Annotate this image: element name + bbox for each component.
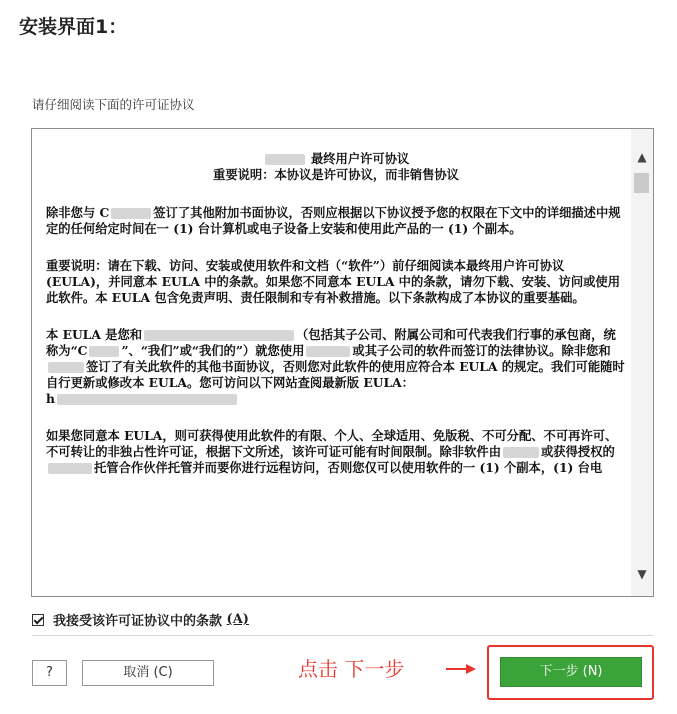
license-paragraph-4: 如果您同意本 EULA，则可获得使用此软件的有限、个人、全球适用、免版税、不可分配、不可再许可、不可转让的非独占性许可证，根据下文所述，该许可证可能有时间限制。除非软件由 或获得授权的托管合作伙伴托管并而要你进行远程访问，否则您仅可以使用软件的一 (1) 个副本，(1) 台电	[46, 428, 618, 475]
license-scrollbar[interactable]	[631, 129, 653, 596]
divider	[32, 635, 654, 636]
page-heading: 安装界面1：	[19, 16, 128, 38]
accept-shortcut: (A)	[226, 612, 249, 627]
redacted-text	[57, 394, 237, 405]
scroll-down-icon[interactable]: ▼	[637, 567, 647, 581]
redacted-text	[503, 447, 539, 458]
redacted-text	[111, 208, 151, 219]
redacted-text	[144, 330, 294, 341]
license-paragraph-1: 除非您与 C 签订了其他附加书面协议，否则应根据以下协议授予您的权限在下文中的详细描述中规定的任何给定时间在一 (1) 台计算机或电子设备上安装和使用此产品的一 (1) 个副本。	[46, 205, 621, 236]
cancel-button[interactable]: 取消 (C)	[82, 660, 214, 686]
scroll-thumb[interactable]	[634, 173, 649, 193]
redacted-text	[48, 362, 84, 373]
redacted-text	[89, 346, 119, 357]
annotation-label: 点击 下一步	[298, 657, 405, 681]
license-instruction: 请仔细阅读下面的许可证协议	[32, 97, 195, 112]
scroll-up-icon[interactable]: ▲	[637, 150, 647, 164]
license-title: 最终用户许可协议	[46, 151, 626, 167]
accept-label: 我接受该许可证协议中的条款	[53, 614, 223, 629]
next-button[interactable]: 下一步 (N)	[500, 657, 642, 687]
accept-checkbox[interactable]	[32, 614, 44, 626]
license-subtitle: 重要说明：本协议是许可协议，而非销售协议	[213, 167, 459, 182]
license-paragraph-3: 本 EULA 是您和 （包括其子公司、附属公司和可代表我们行事的承包商，统称为“C ”、“我们”或“我们的”）就您使用 或其子公司的软件而签订的法律协议。除非您和签订了有关此软件的其他书面协议，否则您对此软件的使用应符合本 EULA 的规定。我们可能随时自行更新或修改本 EULA。您可访问以下网站查阅最新版 EULA： h	[46, 327, 625, 406]
help-button[interactable]: ?	[32, 660, 67, 686]
license-paragraph-2: 重要说明：请在下载、访问、安装或使用软件和文档（“软件”）前仔细阅读本最终用户许可协议 (EULA)，并同意本 EULA 中的条款。如果您不同意本 EULA 中的条款，请勿下载、安装、访问或使用此软件。本 EULA 包含免责声明、责任限制和专有补救措施。以下条款构成了本协议的重要基础。	[46, 258, 621, 305]
redacted-text	[306, 346, 350, 357]
license-content	[46, 151, 626, 497]
annotation-arrow-icon	[446, 664, 476, 674]
license-text-area[interactable]	[31, 128, 654, 597]
accept-license-option[interactable]	[32, 610, 249, 629]
redacted-text	[48, 463, 92, 474]
redacted-text	[265, 154, 305, 165]
